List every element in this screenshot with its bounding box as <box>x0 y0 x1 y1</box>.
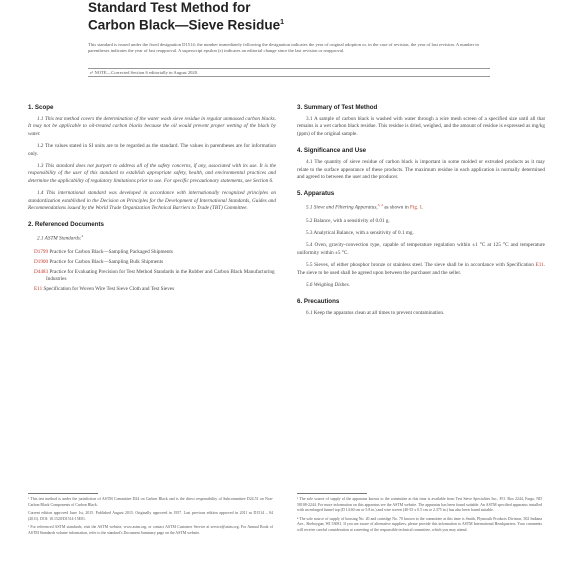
reference-title: Specification for Woven Wire Test Sieve Cloth and Test Sieves <box>42 286 175 293</box>
reference-code-link[interactable]: D4483 <box>34 269 49 276</box>
e11-link[interactable]: E11 <box>535 262 544 269</box>
sieves-text-end: . The sieve to be used shall be agreed upon between the purchaser and the seller. <box>297 262 545 276</box>
section-2-heading: 2. Referenced Documents <box>28 221 104 229</box>
reference-item[interactable] <box>28 259 276 266</box>
reference-title: Practice for Carbon Black—Sampling Bulk Shipments <box>48 258 164 265</box>
reference-item[interactable] <box>28 249 276 256</box>
section-5-4: 5.4 Oven, gravity-convection type, capable of temperature regulation within ±1 °C at 125 °C and temperature uniformity within ±5 °C. <box>297 242 545 256</box>
left-column <box>28 104 276 297</box>
sieves-text: 5.5 Sieves, of either phosphor bronze or stainless steel. The sieve shall be in accordance with Specification <box>306 262 536 269</box>
section-5-heading: 5. Apparatus <box>297 190 335 198</box>
document-title <box>88 0 284 33</box>
as-shown-text: as shown in <box>382 205 411 212</box>
figure-1-link[interactable]: Fig. 1 <box>410 205 423 212</box>
title-line-2: Carbon Black—Sieve Residue <box>88 17 281 33</box>
reference-title: Practice for Carbon Black—Sampling Packaged Shipments <box>48 248 173 255</box>
section-4-1: 4.1 The quantity of sieve residue of carbon black is important in some molded or extruded products as it may relate to the surface appearance of these products. The maximum residue in each application is normally determined and agreed to between the user and the producer. <box>297 159 545 181</box>
reference-item[interactable] <box>28 269 276 283</box>
reference-code-link[interactable]: D1799 <box>34 248 49 255</box>
footnote-2: ² For referenced ASTM standards, visit the ASTM website, www.astm.org, or contact ASTM Customer Service at service@astm.org. For Annual Book of ASTM Standards volume information, refer to the standard's Document Summary page on the ASTM website. <box>28 525 273 535</box>
right-footnotes <box>297 497 542 537</box>
section-5-2: 5.2 Balance, with a sensitivity of 0.01 g. <box>306 217 390 224</box>
footnote-1-edition: Current edition approved June 1st, 2015. Published August 2015. Originally approved in 1957. Last previous edition approved in 2011 as D1514 – 04 (2011). DOI: 10.1520/D1514-15E01. <box>28 511 273 521</box>
reference-code-link[interactable]: E11 <box>34 286 43 293</box>
title-line-1: Standard Test Method for <box>88 0 251 15</box>
section-6-heading: 6. Precautions <box>297 298 340 306</box>
section-1-2: 1.2 The values stated in SI units are to be regarded as the standard. The values in parentheses are for information only. <box>28 143 276 157</box>
section-5-3: 5.3 Analytical Balance, with a sensitivity of 0.1 mg. <box>306 229 414 236</box>
section-3-1: 3.1 A sample of carbon black is washed with water through a wire mesh screen of a specified size until all that remains is a wet carbon black residue. This residue is dried, weighed, and the amount of residue is expressed as mg/kg (ppm) of the original sample. <box>297 116 545 137</box>
section-6-1: 6.1 Keep the apparatus clean at all times to prevent contamination. <box>306 310 445 317</box>
section-5-6: 5.6 Weighing Dishes. <box>306 282 350 289</box>
footnote-divider-right <box>297 493 367 494</box>
epsilon-note: ε¹ NOTE—Corrected Section 6 editorially in August 2020. <box>88 68 490 77</box>
left-footnotes <box>28 497 273 540</box>
section-1-1: 1.1 This test method covers the determination of the water wash sieve residue in regular unmassed carbon blacks. It may not be applicable to oil-treated carbon blacks because the oil would prevent proper wetting of the black by water. <box>28 116 276 137</box>
section-1-4: 1.4 This international standard was developed in accordance with internationally recognized principles on standardization established in the Decision on Principles for the Development of International Standards, Guides and Recommendations issued by the World Trade Organization Technical Barriers to Trade (TBT) Committee. <box>28 190 276 212</box>
period: . <box>422 205 424 212</box>
reference-item[interactable] <box>28 286 276 293</box>
right-column <box>297 104 545 323</box>
reference-code-link[interactable]: D1900 <box>34 258 49 265</box>
footnote-divider-left <box>28 493 98 494</box>
sieve-apparatus-label: 5.1 Sieve and Filtering Apparatus, <box>306 205 378 212</box>
section-4-heading: 4. Significance and Use <box>297 147 367 155</box>
footnote-1: ¹ This test method is under the jurisdiction of ASTM Committee D24 on Carbon Black and is the direct responsibility of Subcommittee D24.51 on Non-Carbon Black Components of Carbon Black. <box>28 497 273 507</box>
reference-title: Practice for Evaluating Precision for Test Method Standards in the Rubber and Carbon Black Manufacturing Industries <box>46 269 275 283</box>
section-3-heading: 3. Summary of Test Method <box>297 104 378 111</box>
section-5-5 <box>297 262 545 277</box>
section-2-1 <box>28 233 276 243</box>
section-1-3: 1.3 This standard does not purport to address all of the safety concerns, if any, associated with its use. It is the responsibility of the user of this standard to establish appropriate safety, health, and environmental practices and determine the applicability of regulatory limitations prior to use. For specific precautionary statements, see Section 6. <box>28 163 276 184</box>
title-footnote-mark: 1 <box>280 19 284 26</box>
apparatus-footnote-marks[interactable]: 3, 4 <box>377 203 383 208</box>
footnote-3: ³ The sole source of supply of the apparatus known to the committee at this time is available from Test Sieve Specialties Inc., P.O. Box 2244, Fargo, ND 58108-2244. For more information on this apparatus see the ASTM website. The apparatus has been found suitable. An ASTM specified apparatus installed with an enlarged funnel top (D 14.60 cm or 5.8 in.) and wire screen (40-55 x 0.5 cm or 2.375 in.) has also been found suitable. <box>297 497 542 513</box>
astm-standards-label: 2.1 ASTM Standards: <box>37 236 82 243</box>
designation-notice: This standard is issued under the fixed designation D1514; the number immediately following the designation indicates the year of original adoption or, in the case of revision, the year of last revision. A number in parentheses indicates the year of last reapproval. A superscript epsilon (ε) indicates an editorial change since the last revision or reapproval. <box>88 42 479 54</box>
astm-footnote-mark: 2 <box>81 234 84 239</box>
section-1-heading: 1. Scope <box>28 104 54 111</box>
footnote-4: ⁴ The sole source of supply of housing No. 20 and cartridge No. 70 known to the committee at this time is Smith, Plymouth Products Division, 502 Indiana Ave., Sheboygan, WI 53081. If you are aware of alternative suppliers, please provide this information to ASTM International Headquarters. Your comments will receive careful consideration at a meeting of the responsible technical committee, which you may attend. <box>297 516 542 532</box>
section-5-1 <box>297 202 545 212</box>
